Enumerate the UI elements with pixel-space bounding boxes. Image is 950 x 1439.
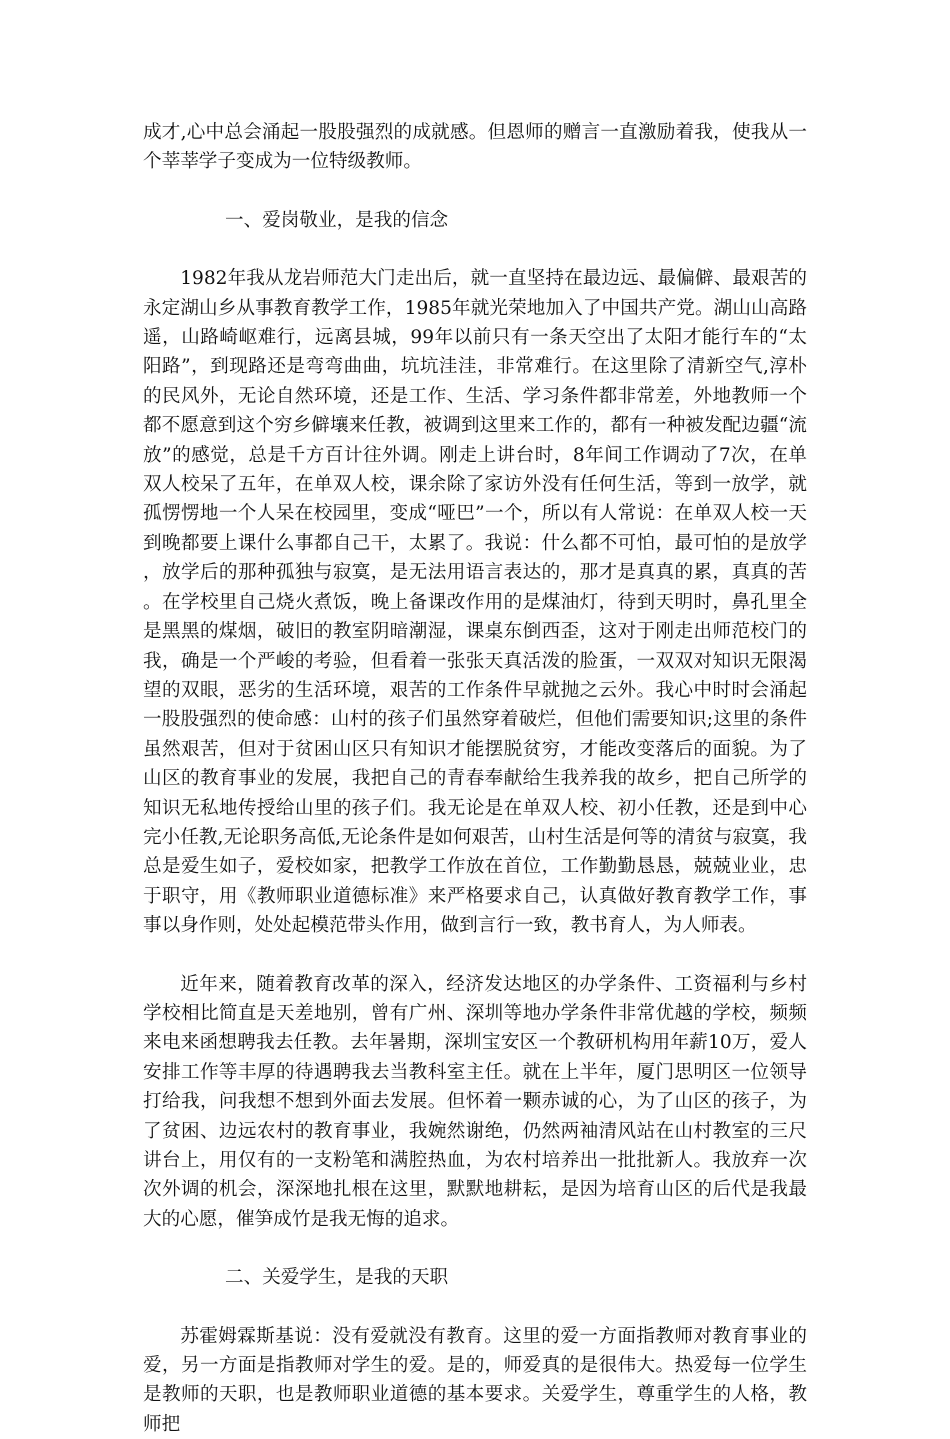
spacer	[143, 235, 807, 264]
spacer	[143, 1293, 807, 1322]
section-heading-2: 二、关爱学生，是我的天职	[225, 1267, 449, 1289]
section-heading-1: 一、爱岗敬业，是我的信念	[225, 209, 449, 231]
intro-paragraph: 成才,心中总会涌起一股股强烈的成就感。但恩师的赠言一直激励着我，使我从一个莘莘学子变成为一位特级教师。	[143, 122, 807, 173]
spacer	[143, 1234, 807, 1263]
section1-paragraph-1: 1982年我从龙岩师范大门走出后，就一直坚持在最边远、最偏僻、最艰苦的永定湖山乡从事教育教学工作，1985年就光荣地加入了中国共产党。湖山山高路遥，山路崎岖难行，远离县城，99年以前只有一条天空出了太阳才能行车的“太阳路”，到现路还是弯弯曲曲，坑坑洼洼，非常难行。在这里除了清新空气,淳朴的民风外，无论自然环境，还是工作、生活、学习条件都非常差，外地教师一个都不愿意到这个穷乡僻壤来任教，被调到这里来工作的，都有一种被发配边疆“流放”的感觉，总是千方百计往外调。刚走上讲台时，8年间工作调动了7次，在单双人校呆了五年，在单双人校，课余除了家访外没有任何生活，等到一放学，就孤愣愣地一个人呆在校园里，变成“哑巴”一个，所以有人常说：在单双人校一天到晚都要上课什么事都自己干，太累了。我说：什么都不可怕，最可怕的是放学，放学后的那种孤独与寂寞，是无法用语言表达的，那才是真真的累，真真的苦。在学校里自己烧火煮饭，晚上备课改作用的是煤油灯，待到天明时，鼻孔里全是黑黑的煤烟，破旧的教室阴暗潮湿，课桌东倒西歪，这对于刚走出师范校门的我，确是一个严峻的考验，但看着一张张天真活泼的脸蛋，一双双对知识无限渴望的双眼，恶劣的生活环境，艰苦的工作条件早就抛之云外。我心中时时会涌起一股股强烈的使命感：山村的孩子们虽然穿着破烂，但他们需要知识;这里的条件虽然艰苦，但对于贫困山区只有知识才能摆脱贫穷，才能改变落后的面貌。为了山区的教育事业的发展，我把自己的青春奉献给生我养我的故乡，把自己所学的知识无私地传授给山里的孩子们。我无论是在单双人校、初小任教，还是到中心完小任教,无论职务高低,无论条件是如何艰苦，山村生活是何等的清贫与寂寞，我总是爱生如子，爱校如家，把教学工作放在首位，工作勤勤恳恳，兢兢业业，忠于职守，用《教师职业道德标准》来严格要求自己，认真做好教育教学工作，事事以身作则，处处起模范带头作用，做到言行一致，教书育人，为人师表。	[143, 268, 807, 937]
section1-paragraph-2: 近年来，随着教育改革的深入，经济发达地区的办学条件、工资福利与乡村学校相比简直是天差地别，曾有广州、深圳等地办学条件非常优越的学校，频频来电来函想聘我去任教。去年暑期，深圳宝安区一个教研机构用年薪10万，爱人安排工作等丰厚的待遇聘我去当教科室主任。就在上半年，厦门思明区一位领导打给我，问我想不想到外面去发展。但怀着一颗赤诚的心，为了山区的孩子，为了贫困、边远农村的教育事业，我婉然谢绝，仍然两袖清风站在山村教室的三尺讲台上，用仅有的一支粉笔和满腔热血，为农村培养出一批批新人。我放弃一次次外调的机会，深深地扎根在这里，默默地耕耘，是因为培育山区的后代是我最大的心愿，催笋成竹是我无悔的追求。	[143, 973, 807, 1230]
section2-paragraph-1: 苏霍姆霖斯基说：没有爱就没有教育。这里的爱一方面指教师对教育事业的爱，另一方面是指教师对学生的爱。是的，师爱真的是很伟大。热爱每一位学生是教师的天职，也是教师职业道德的基本要求。关爱学生，尊重学生的人格，教师把	[143, 1325, 807, 1435]
spacer	[143, 177, 807, 206]
document-page	[143, 118, 807, 1439]
spacer	[143, 941, 807, 970]
